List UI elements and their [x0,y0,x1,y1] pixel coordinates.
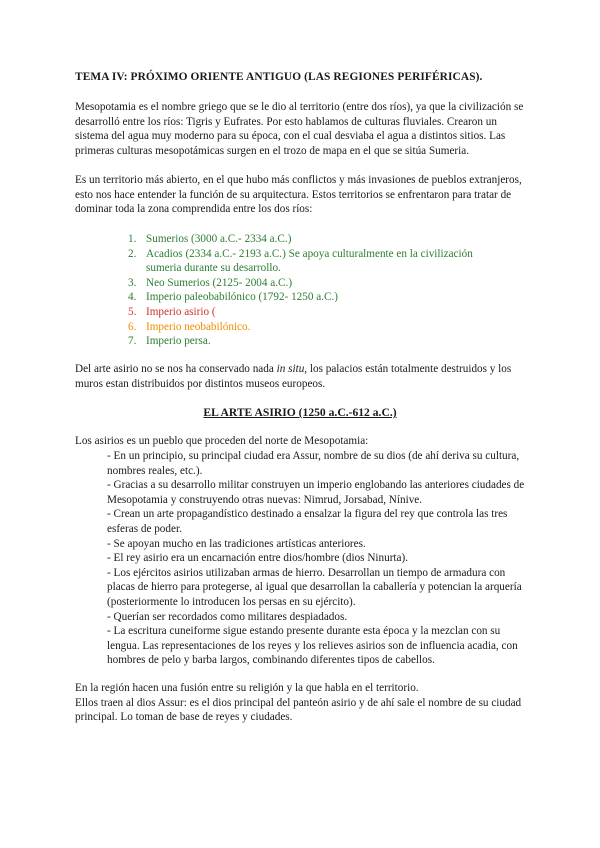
list-text: Sumerios (3000 a.C.- 2334 a.C.) [146,233,292,245]
document-title: TEMA IV: PRÓXIMO ORIENTE ANTIGUO (LAS REGIONES PERIFÉRICAS). [75,71,483,83]
insitu-text-before: Del arte asirio no se nos ha conservado nada [75,363,277,375]
insitu-italic: in situ, [276,363,308,375]
list-number: 2. [128,247,137,260]
list-item [128,247,508,276]
bullet-item: - Gracias a su desarrollo militar construyen un imperio englobando las anteriores ciudades de Mesopotamia y construyendo otras nuevas: Nimrud, Jorsabad, Nínive. [107,479,525,506]
list-number: 1. [128,233,137,245]
list-number: 4. [128,291,137,304]
list-item [128,276,508,291]
list-item [128,334,508,349]
list-number: 6. [128,320,137,333]
insitu-paragraph [75,362,525,391]
list-item [128,290,508,305]
bullet-item: - Los ejércitos asirios utilizaban armas de hierro. Desarrollan un tiempo de armadura con placas de hierro para protegerse, al igual que desarrollan la caballería y potencian la arquería (posteriormente lo introducen los persas en su ejército). [107,566,522,608]
closing-line-1: En la región hacen una fusión entre su religión y la que habla en el territorio. [75,682,419,694]
bullet-item: - Crean un arte propagandístico destinado a ensalzar la figura del rey que controla las tres esferas de poder. [107,508,508,535]
bullet-item: - La escritura cuneiforme sigue estando presente durante esta época y la mezclan con su lengua. Las representaciones de los reyes y los relieves asirios son de influencia acadia, con hombres de pelo y barba largos, combinando diferentes tipos de cabellos. [107,625,518,667]
list-text: Neo Sumerios (2125- 2004 a.C.) [146,276,293,289]
list-item [128,320,508,335]
list-number: 7. [128,335,137,348]
assyrians-bullets [107,449,527,668]
periods-list [128,232,508,349]
bullet-item: - En un principio, su principal ciudad era Assur, nombre de su dios (de ahí deriva su cultura, nombres reales, etc.). [107,450,520,477]
bullet-item: - Querían ser recordados como militares despiadados. [107,610,348,623]
list-text: Acadios (2334 a.C.- 2193 a.C.) Se apoya culturalmente en la civilización sumeria durante su desarrollo. [146,247,473,275]
section-title: EL ARTE ASIRIO (1250 a.C.-612 a.C.) [203,406,397,419]
bullet-item: - El rey asirio era un encarnación entre dios/hombre (dios Ninurta). [107,552,409,565]
intro-paragraph-1: Mesopotamia es el nombre griego que se le dio al territorio (entre dos ríos), ya que la civilización se desarrolló entre los ríos: Tigris y Eufrates. Por esto hablamos de culturas fluviales. Crearon un sistema del agua muy moderno para su época, con el cual desviaba el agua a distintos sitios. Las primeras culturas mesopotámicas surgen en el trozo de mapa en el que se sitúa Sumeria. [75,101,524,157]
list-number: 5. [128,305,137,318]
list-text: Imperio neobabilónico. [146,320,251,333]
bullet-item: - Se apoyan mucho en las tradiciones artísticas anteriores. [107,537,366,550]
closing-paragraph [75,681,525,725]
list-text: Imperio persa. [146,335,211,348]
list-text: Imperio asirio ( [146,305,216,318]
list-item [128,232,508,247]
list-item [128,305,508,320]
closing-line-2: Ellos traen al dios Assur: es el dios principal del panteón asirio y de ahí sale el nombre de su ciudad principal. Lo toman de base de reyes y ciudades. [75,696,522,724]
list-text: Imperio paleobabilónico (1792- 1250 a.C.) [146,291,339,304]
intro-paragraph-2: Es un territorio más abierto, en el que hubo más conflictos y más invasiones de pueblos extranjeros, esto nos hace entender la función de su arquitectura. Estos territorios se enfrentaron para tratar de dominar toda la zona comprendida entre los dos ríos: [75,174,522,216]
list-number: 3. [128,276,137,289]
insitu-text-after: los palacios están totalmente destruidos y los muros estan distribuidos por distintos museos europeos. [75,363,512,390]
assyrians-intro: Los asirios es un pueblo que proceden del norte de Mesopotamia: [75,435,369,447]
